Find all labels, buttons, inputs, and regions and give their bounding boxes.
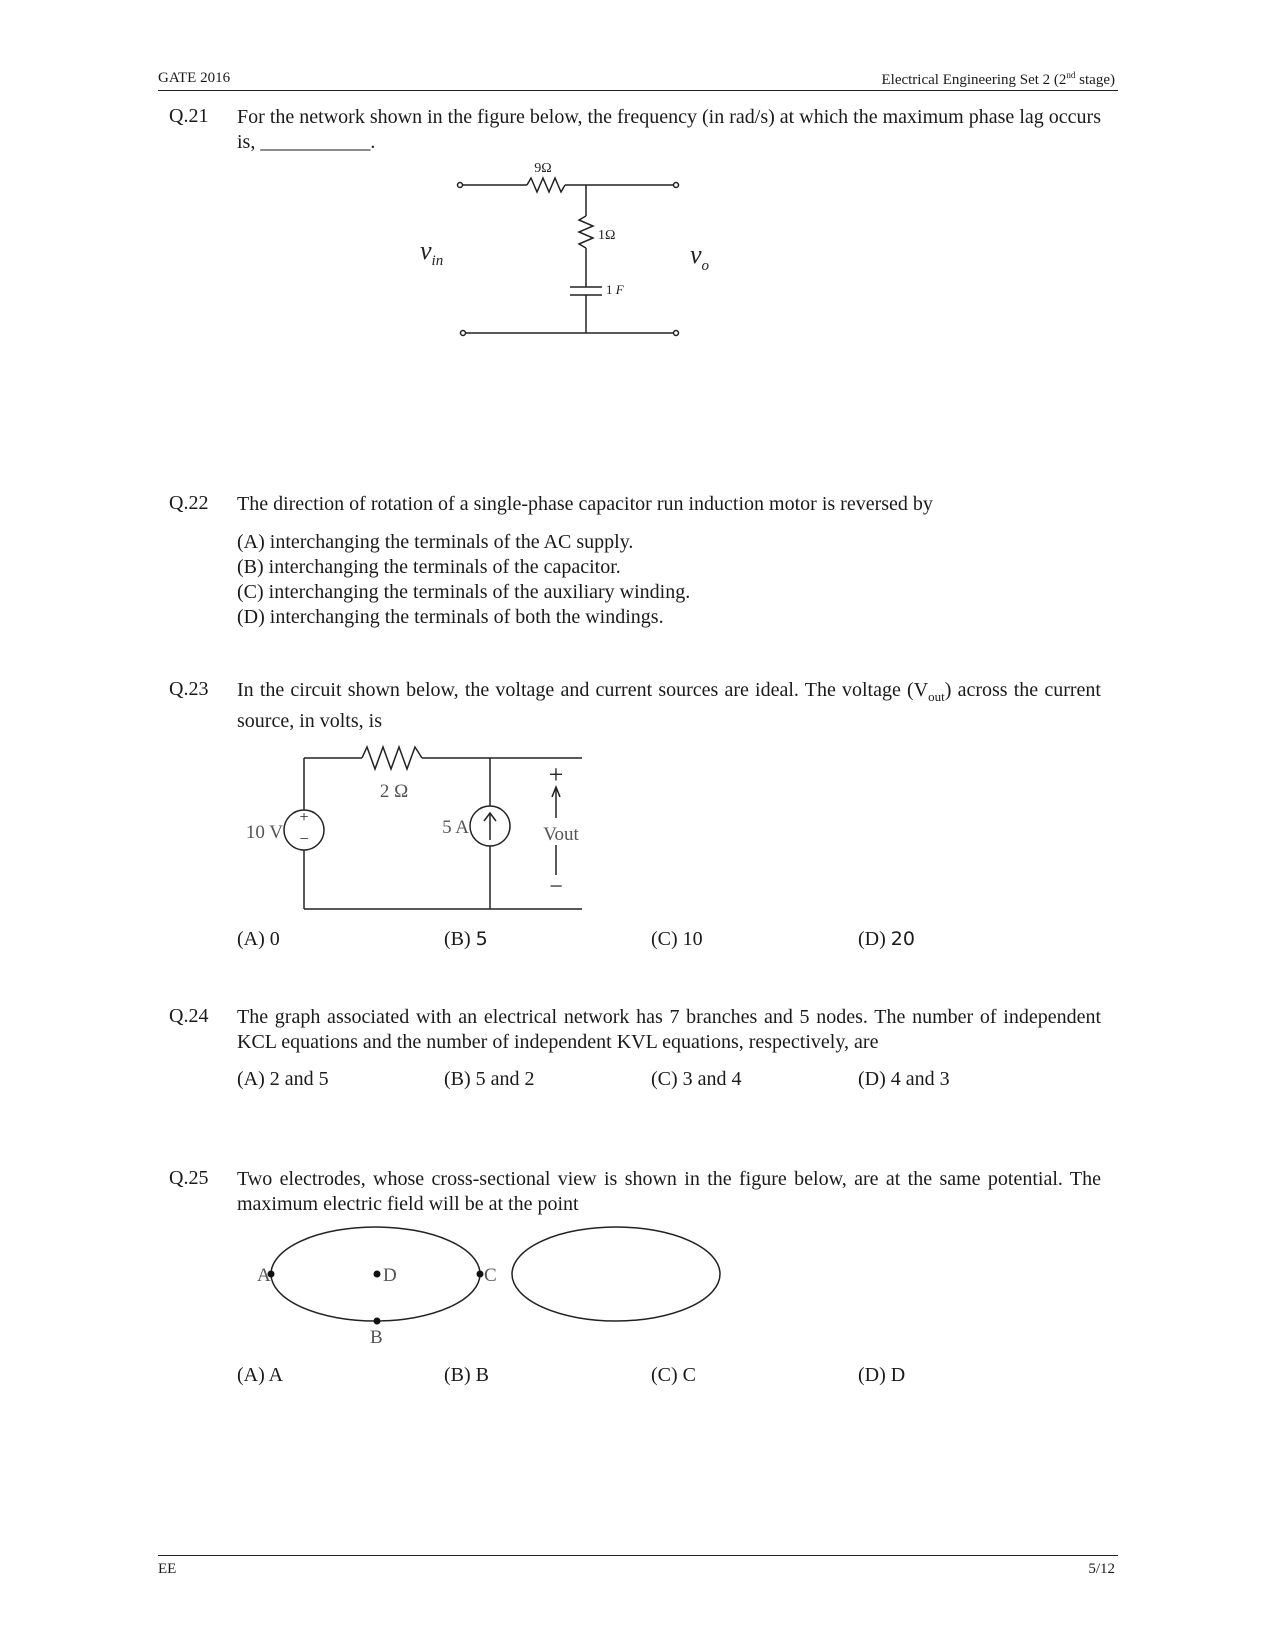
q25-label-b: B <box>370 1327 383 1348</box>
q24-option-a[interactable]: (A) 2 and 5 <box>237 1068 329 1090</box>
q21-label-shunt-r: 1Ω <box>598 228 616 243</box>
q23-option-a-prefix: (A) <box>237 928 270 950</box>
q22-number: Q.22 <box>169 492 209 514</box>
q21-label-series-r: 9Ω <box>534 161 552 176</box>
q23-text-post: ) across the current source, in volts, is <box>237 679 1101 732</box>
q23-vout-plus: + <box>548 760 564 789</box>
header-right-text: Electrical Engineering Set 2 (2 <box>881 72 1067 88</box>
q21-label-vo-sub: o <box>701 258 710 274</box>
q23-vout-minus: − <box>549 874 563 900</box>
q25-text: Two electrodes, whose cross-sectional view is shown in the figure below, are at the same potential. The maximum electric field will be at the point <box>237 1168 1101 1215</box>
q25-label-c: C <box>484 1265 497 1286</box>
footer-rule <box>158 1555 1118 1556</box>
q25-right-electrode <box>512 1227 720 1321</box>
q23-number: Q.23 <box>169 678 209 700</box>
q25-number: Q.25 <box>169 1167 209 1189</box>
q25-option-c[interactable]: (C) C <box>651 1364 696 1386</box>
q24-option-d[interactable]: (D) 4 and 3 <box>858 1068 950 1090</box>
q21-label-vin-main: v <box>420 236 432 265</box>
header-right-tail: stage) <box>1075 72 1115 88</box>
q25-label-d: D <box>383 1265 397 1286</box>
q21-text: For the network shown in the figure below, the frequency (in rad/s) at which the maximum phase lag occurs is, ___________. <box>237 106 1101 153</box>
q22-text: The direction of rotation of a single-phase capacitor run induction motor is reversed by <box>237 493 933 515</box>
footer-left: EE <box>158 1561 177 1577</box>
q23-label-vout: Vout <box>543 824 579 845</box>
q25-label-a: A <box>257 1265 271 1286</box>
q21-label-cap-unit: F <box>615 282 624 297</box>
q23-option-b-value: 5 <box>475 928 488 950</box>
q22-option-a[interactable]: (A) interchanging the terminals of the AC supply. <box>237 531 634 553</box>
q22-option-d[interactable]: (D) interchanging the terminals of both the windings. <box>237 606 664 628</box>
q22-option-b[interactable]: (B) interchanging the terminals of the capacitor. <box>237 556 621 578</box>
q24-text: The graph associated with an electrical network has 7 branches and 5 nodes. The number of independent KCL equations and the number of independent KVL equations, respectively, are <box>237 1006 1101 1053</box>
page-number: 5/12 <box>1088 1561 1115 1577</box>
q21-label-cap-value: 1 <box>606 282 613 297</box>
q25-option-a[interactable]: (A) A <box>237 1364 284 1386</box>
q23-text-sub: out <box>928 689 945 704</box>
q23-option-c-value: 10 <box>682 928 703 950</box>
q23-label-vsource: 10 V <box>245 822 283 843</box>
q21-label-vin-sub: in <box>431 253 444 269</box>
q23-label-resistor: 2 Ω <box>379 781 409 802</box>
q21-label-vo-main: v <box>690 240 702 269</box>
q23-label-isource: 5 A <box>442 817 469 838</box>
q25-option-d[interactable]: (D) D <box>858 1364 906 1386</box>
q25-point-b <box>374 1318 381 1325</box>
q24-number: Q.24 <box>169 1005 209 1027</box>
q23-option-b-prefix: (B) <box>444 928 476 950</box>
q22-option-c[interactable]: (C) interchanging the terminals of the auxiliary winding. <box>237 581 691 603</box>
header-right-sup: nd <box>1066 70 1076 80</box>
header-left: GATE 2016 <box>158 70 231 86</box>
q24-option-c[interactable]: (C) 3 and 4 <box>651 1068 742 1090</box>
q25-option-b[interactable]: (B) B <box>444 1364 489 1386</box>
q25-point-c <box>477 1271 484 1278</box>
q24-option-b[interactable]: (B) 5 and 2 <box>444 1068 535 1090</box>
q23-text-pre: In the circuit shown below, the voltage and current sources are ideal. The voltage (V <box>237 679 929 701</box>
q23-option-d-prefix: (D) <box>858 928 891 950</box>
q23-option-a-value: 0 <box>269 928 280 950</box>
q23-vsource-minus: − <box>299 831 309 848</box>
q23-vsource-plus: + <box>299 809 309 826</box>
q23-option-c-prefix: (C) <box>651 928 683 950</box>
q23-option-d-value: 20 <box>890 928 915 950</box>
q21-number: Q.21 <box>169 105 209 127</box>
q25-point-d <box>374 1271 381 1278</box>
